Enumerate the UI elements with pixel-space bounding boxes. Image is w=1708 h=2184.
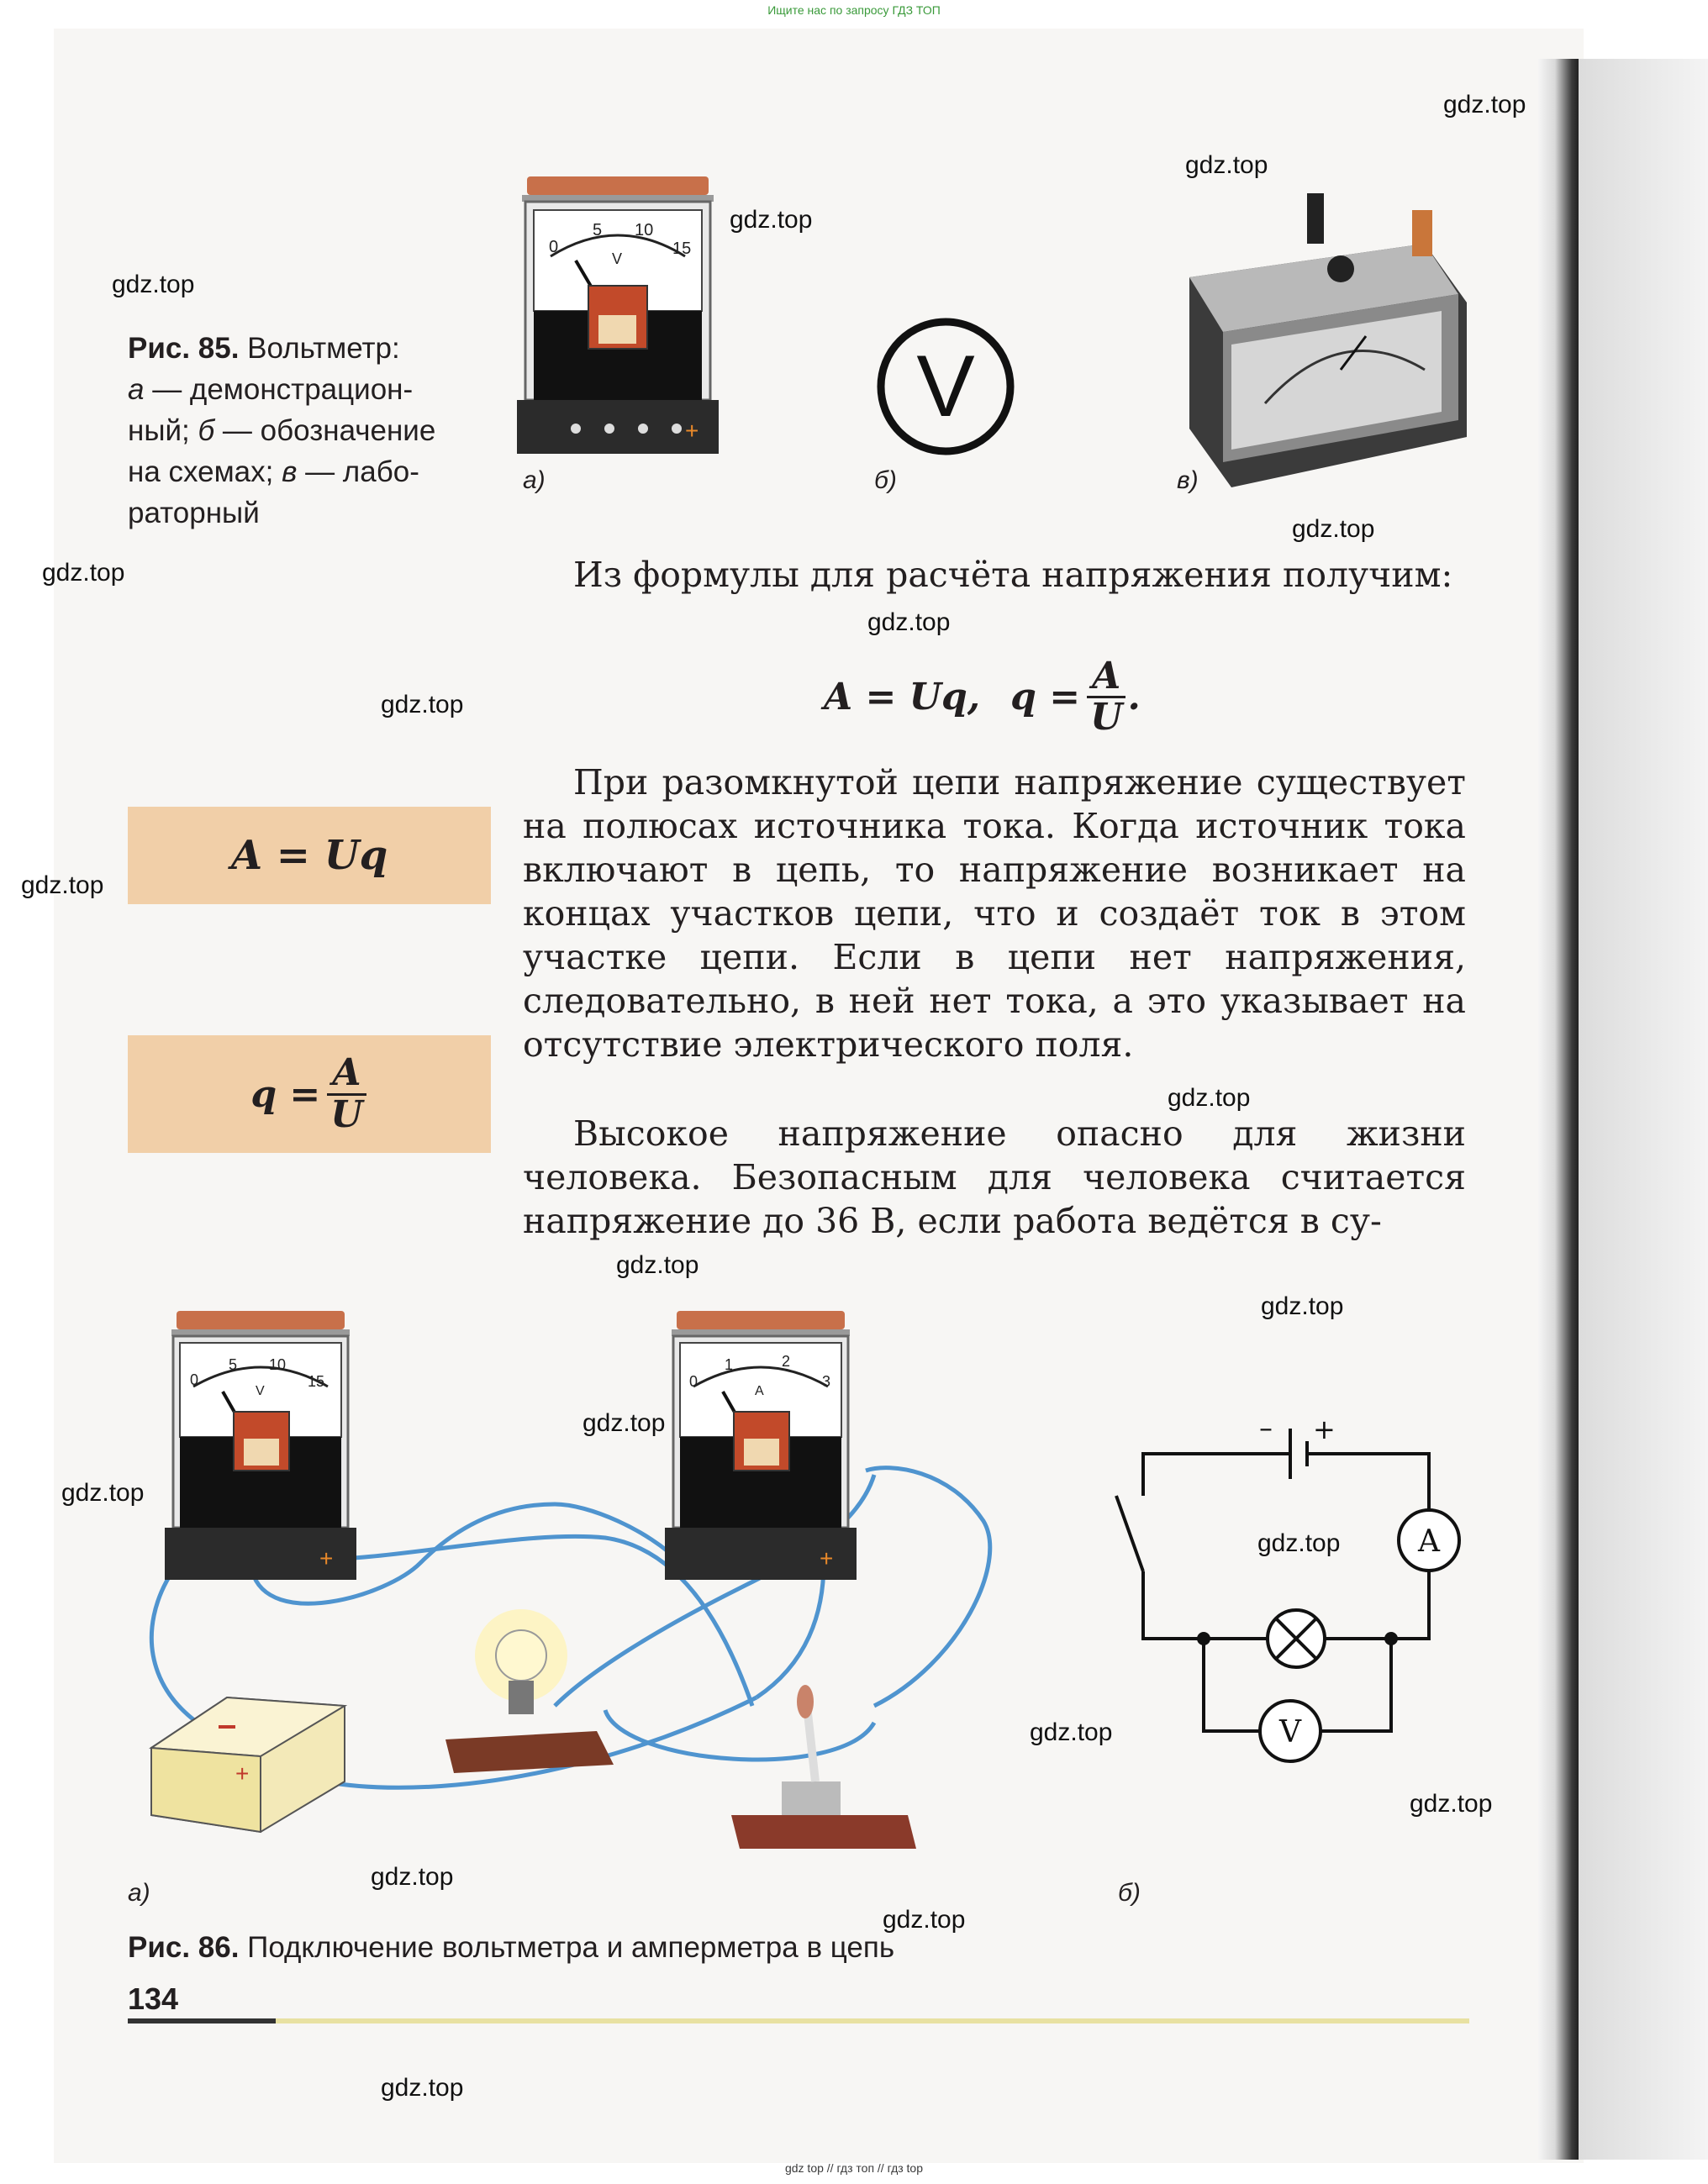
voltmeter-schematic-symbol [874,315,1017,458]
fig85-caption-v-text: — лабо- [297,455,419,488]
bottom-banner: gdz top // гдз топ // гдз top [784,2161,924,2175]
watermark: gdz.top [1185,151,1268,179]
circuit-switch [731,1685,916,1849]
voltmeter-symbol-letter: V [916,338,975,435]
circuit-schematic [1110,1412,1479,1773]
main-formula-fraction [1085,657,1127,737]
page-number: 134 [128,1981,179,2016]
formula-box-1 [128,807,491,904]
svg-text:+: + [820,1545,834,1571]
schematic-plus-sign: + [1313,1413,1336,1445]
watermark: gdz.top [1168,1084,1251,1112]
fig85-caption [128,328,489,534]
main-formula-numerator: A [1087,657,1125,698]
main-formula-denominator: U [1090,696,1123,739]
page-rule-dark [128,2018,276,2023]
paragraph-2: При разомкнутой цепи напряжение существует на полюсах источника тока. Когда источник тока включают в цепь, то напряжение возникает на концах участков цепи, что и создаёт ток в этом участке цепи. Если в цепи нет напряжения, следовательно, в ней нет тока, а это указывает на отсутствие электрического поля. [523,762,1466,1065]
demo-voltmeter-image [517,176,719,454]
watermark: gdz.top [1443,91,1526,118]
formula-box-2-formula [250,1051,367,1136]
fig85-caption-title: Рис. 85. [128,332,240,365]
schematic-ammeter-symbol [1399,1510,1459,1571]
watermark: gdz.top [381,691,464,718]
fig86-caption [128,1927,1305,1968]
watermark: gdz.top [1257,1529,1341,1557]
book-spine [1538,59,1580,2160]
fig85-label-b: б) [874,466,897,494]
schematic-minus-sign: – [1259,1412,1273,1444]
circuit-voltmeter-unit: V [256,1384,265,1398]
circuit-illustration [118,1311,1025,1882]
main-formula [824,657,1141,737]
paragraph-1: Из формулы для расчёта напряжения получим: [573,555,1453,595]
fig85-caption-line3: ный; [128,414,198,447]
formula-box-2-fraction [325,1051,367,1136]
svg-text:+: + [319,1545,334,1571]
formula-box-2-denominator: U [330,1092,363,1136]
watermark: gdz.top [583,1409,666,1437]
schematic-voltmeter-letter: V [1279,1715,1301,1750]
circuit-ammeter-tick-0: 0 [689,1373,698,1390]
watermark: gdz.top [21,871,104,899]
fig86-label-b: б) [1118,1879,1141,1907]
fig85-caption-line4: на схемах; [128,455,282,488]
watermark: gdz.top [61,1479,145,1507]
circuit-voltmeter-tick-15: 15 [308,1373,325,1390]
next-page-edge [1579,59,1708,2160]
fig85-caption-b-text: — обозначение [214,414,436,447]
circuit-ammeter-tick-2: 2 [782,1353,791,1370]
fig85-caption-line1: Вольтметр: [239,332,400,365]
demo-voltmeter-unit: V [612,250,623,267]
fig85-caption-a-letter: а [128,373,145,406]
main-formula-lhs: A = Uq, [824,676,981,719]
circuit-voltmeter-tick-5: 5 [229,1356,238,1373]
circuit-ammeter-tick-3: 3 [822,1373,831,1390]
watermark: gdz.top [381,2074,464,2102]
formula-box-2-lhs: q = [250,1072,321,1116]
circuit-voltmeter [165,1311,356,1580]
circuit-voltmeter-tick-0: 0 [190,1371,199,1388]
lab-voltmeter-image [1173,176,1467,487]
top-banner: Ищите нас по запросу ГДЗ ТОП [767,3,941,17]
watermark: gdz.top [1292,515,1375,543]
watermark: gdz.top [867,608,951,636]
watermark: gdz.top [371,1863,454,1891]
schematic-voltmeter-symbol [1260,1701,1321,1761]
demo-voltmeter-tick-10: 10 [635,221,654,239]
watermark: gdz.top [883,1906,966,1934]
fig86-label-a: а) [128,1879,150,1907]
watermark: gdz.top [730,206,813,234]
fig85-caption-a-text: — демонстрацион- [144,373,414,406]
paragraph-3: Высокое напряжение опасно для жизни человека. Безопасным для человека считается напряжение до 36 В, если работа ведётся в су- [523,1113,1466,1241]
circuit-ammeter-tick-1: 1 [725,1356,734,1373]
formula-box-2 [128,1035,491,1153]
circuit-ammeter [665,1311,857,1580]
circuit-voltmeter-tick-10: 10 [269,1356,287,1373]
circuit-lamp [445,1609,614,1773]
schematic-ammeter-letter: A [1418,1524,1440,1559]
fig85-caption-b-letter: б [198,414,215,447]
main-formula-q: q = [1010,676,1081,719]
formula-box-2-numerator: A [327,1054,366,1095]
demo-voltmeter-tick-0: 0 [549,238,559,256]
fig86-caption-title: Рис. 86. [128,1931,240,1964]
watermark: gdz.top [1261,1292,1344,1320]
svg-text:+: + [235,1760,250,1787]
page-rule [276,2018,1469,2023]
watermark: gdz.top [112,271,195,298]
fig85-caption-v-letter: в [282,455,298,488]
watermark: gdz.top [1410,1790,1493,1818]
watermark: gdz.top [1030,1718,1113,1746]
svg-text:+: + [685,418,699,444]
fig85-label-v: в) [1177,466,1199,494]
demo-voltmeter-tick-5: 5 [593,221,603,239]
watermark: gdz.top [42,559,125,587]
circuit-battery [151,1697,345,1832]
fig85-caption-line5: раторный [128,497,260,529]
schematic-lamp-symbol [1268,1610,1325,1667]
circuit-ammeter-unit: A [755,1384,764,1398]
demo-voltmeter-tick-15: 15 [672,239,692,258]
fig86-caption-text: Подключение вольтметра и амперметра в цепь [239,1931,895,1964]
formula-box-1-text: A = Uq [230,832,388,879]
watermark: gdz.top [616,1251,699,1279]
main-formula-end: . [1127,676,1141,719]
fig85-label-a: а) [523,466,546,494]
